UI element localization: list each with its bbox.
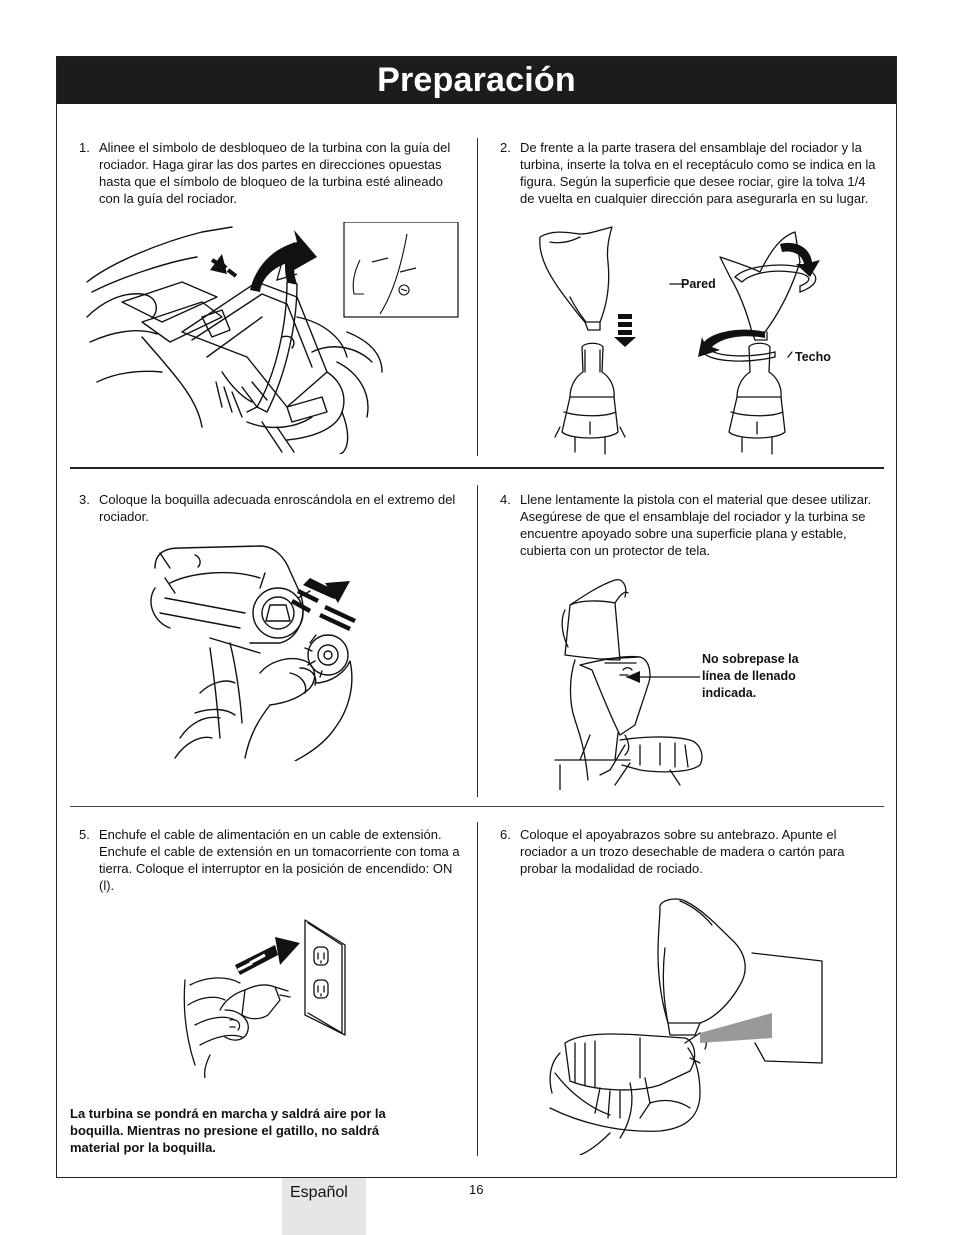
step-number: 3. (79, 492, 90, 507)
column-divider-2 (477, 485, 478, 797)
note-line-2: boquilla. Mientras no presione el gatillo, no saldrá (70, 1123, 380, 1138)
page-title: Preparación (377, 61, 576, 99)
step-number: 6. (500, 827, 511, 842)
step-number: 1. (79, 140, 90, 155)
fill-line-text-2: línea de llenado (702, 669, 796, 683)
row-divider-2 (70, 806, 884, 807)
note-line-1: La turbina se pondrá en marcha y saldrá aire por la (70, 1106, 386, 1121)
label-pared: Pared (681, 277, 716, 291)
turbine-start-note (70, 1105, 470, 1156)
fill-line-text-1: No sobrepase la (702, 652, 799, 666)
row-divider-1 (70, 467, 884, 469)
spray-test-illustration (540, 893, 830, 1155)
step-number: 5. (79, 827, 90, 842)
plug-outlet-illustration (180, 915, 355, 1078)
title-bar (57, 57, 896, 104)
page-number: 16 (469, 1182, 484, 1197)
step-text: Enchufe el cable de alimentación en un cable de extensión. Enchufe el cable de extensión en un tomacorriente con toma a tierra. Coloque el interruptor en la posición de encendido: ON (l). (99, 827, 460, 893)
column-divider-1 (477, 138, 478, 456)
language-label: Español (290, 1184, 348, 1201)
hopper-insertion-illustration (530, 222, 865, 460)
step-text: Coloque la boquilla adecuada enroscándola en el extremo del rociador. (99, 492, 456, 524)
step-text: Llene lentamente la pistola con el material que desee utilizar. Asegúrese de que el ensamblaje del rociador y la turbina se encuentre apoyado sobre una superficie plana y estable, cubierta con un protector de tela. (520, 492, 872, 558)
note-line-3: material por la boquilla. (70, 1140, 216, 1155)
step-number: 2. (500, 140, 511, 155)
step-text: De frente a la parte trasera del ensamblaje del rociador y la turbina, inserte la tolva en el receptáculo como se indica en la figura. Según la superficie que desee rociar, gire la tolva 1/4 de vuelta en cualquier dirección para asegurarla en su lugar. (520, 140, 876, 206)
label-fill-line (702, 651, 852, 702)
fill-line-text-3: indicada. (702, 686, 757, 700)
column-divider-3 (477, 822, 478, 1156)
step-number: 4. (500, 492, 511, 507)
filling-illustration (540, 575, 720, 790)
turbine-alignment-illustration (82, 222, 472, 454)
nozzle-installation-illustration (150, 543, 365, 761)
label-techo: Techo (795, 350, 831, 364)
step-text: Coloque el apoyabrazos sobre su antebrazo. Apunte el rociador a un trozo desechable de madera o cartón para probar la modalidad de rociado. (520, 827, 845, 876)
step-text: Alinee el símbolo de desbloqueo de la turbina con la guía del rociador. Haga girar las dos partes en direcciones opuestas hasta que el símbolo de bloqueo de la turbina esté alineado con la guía del rociador. (99, 140, 451, 206)
